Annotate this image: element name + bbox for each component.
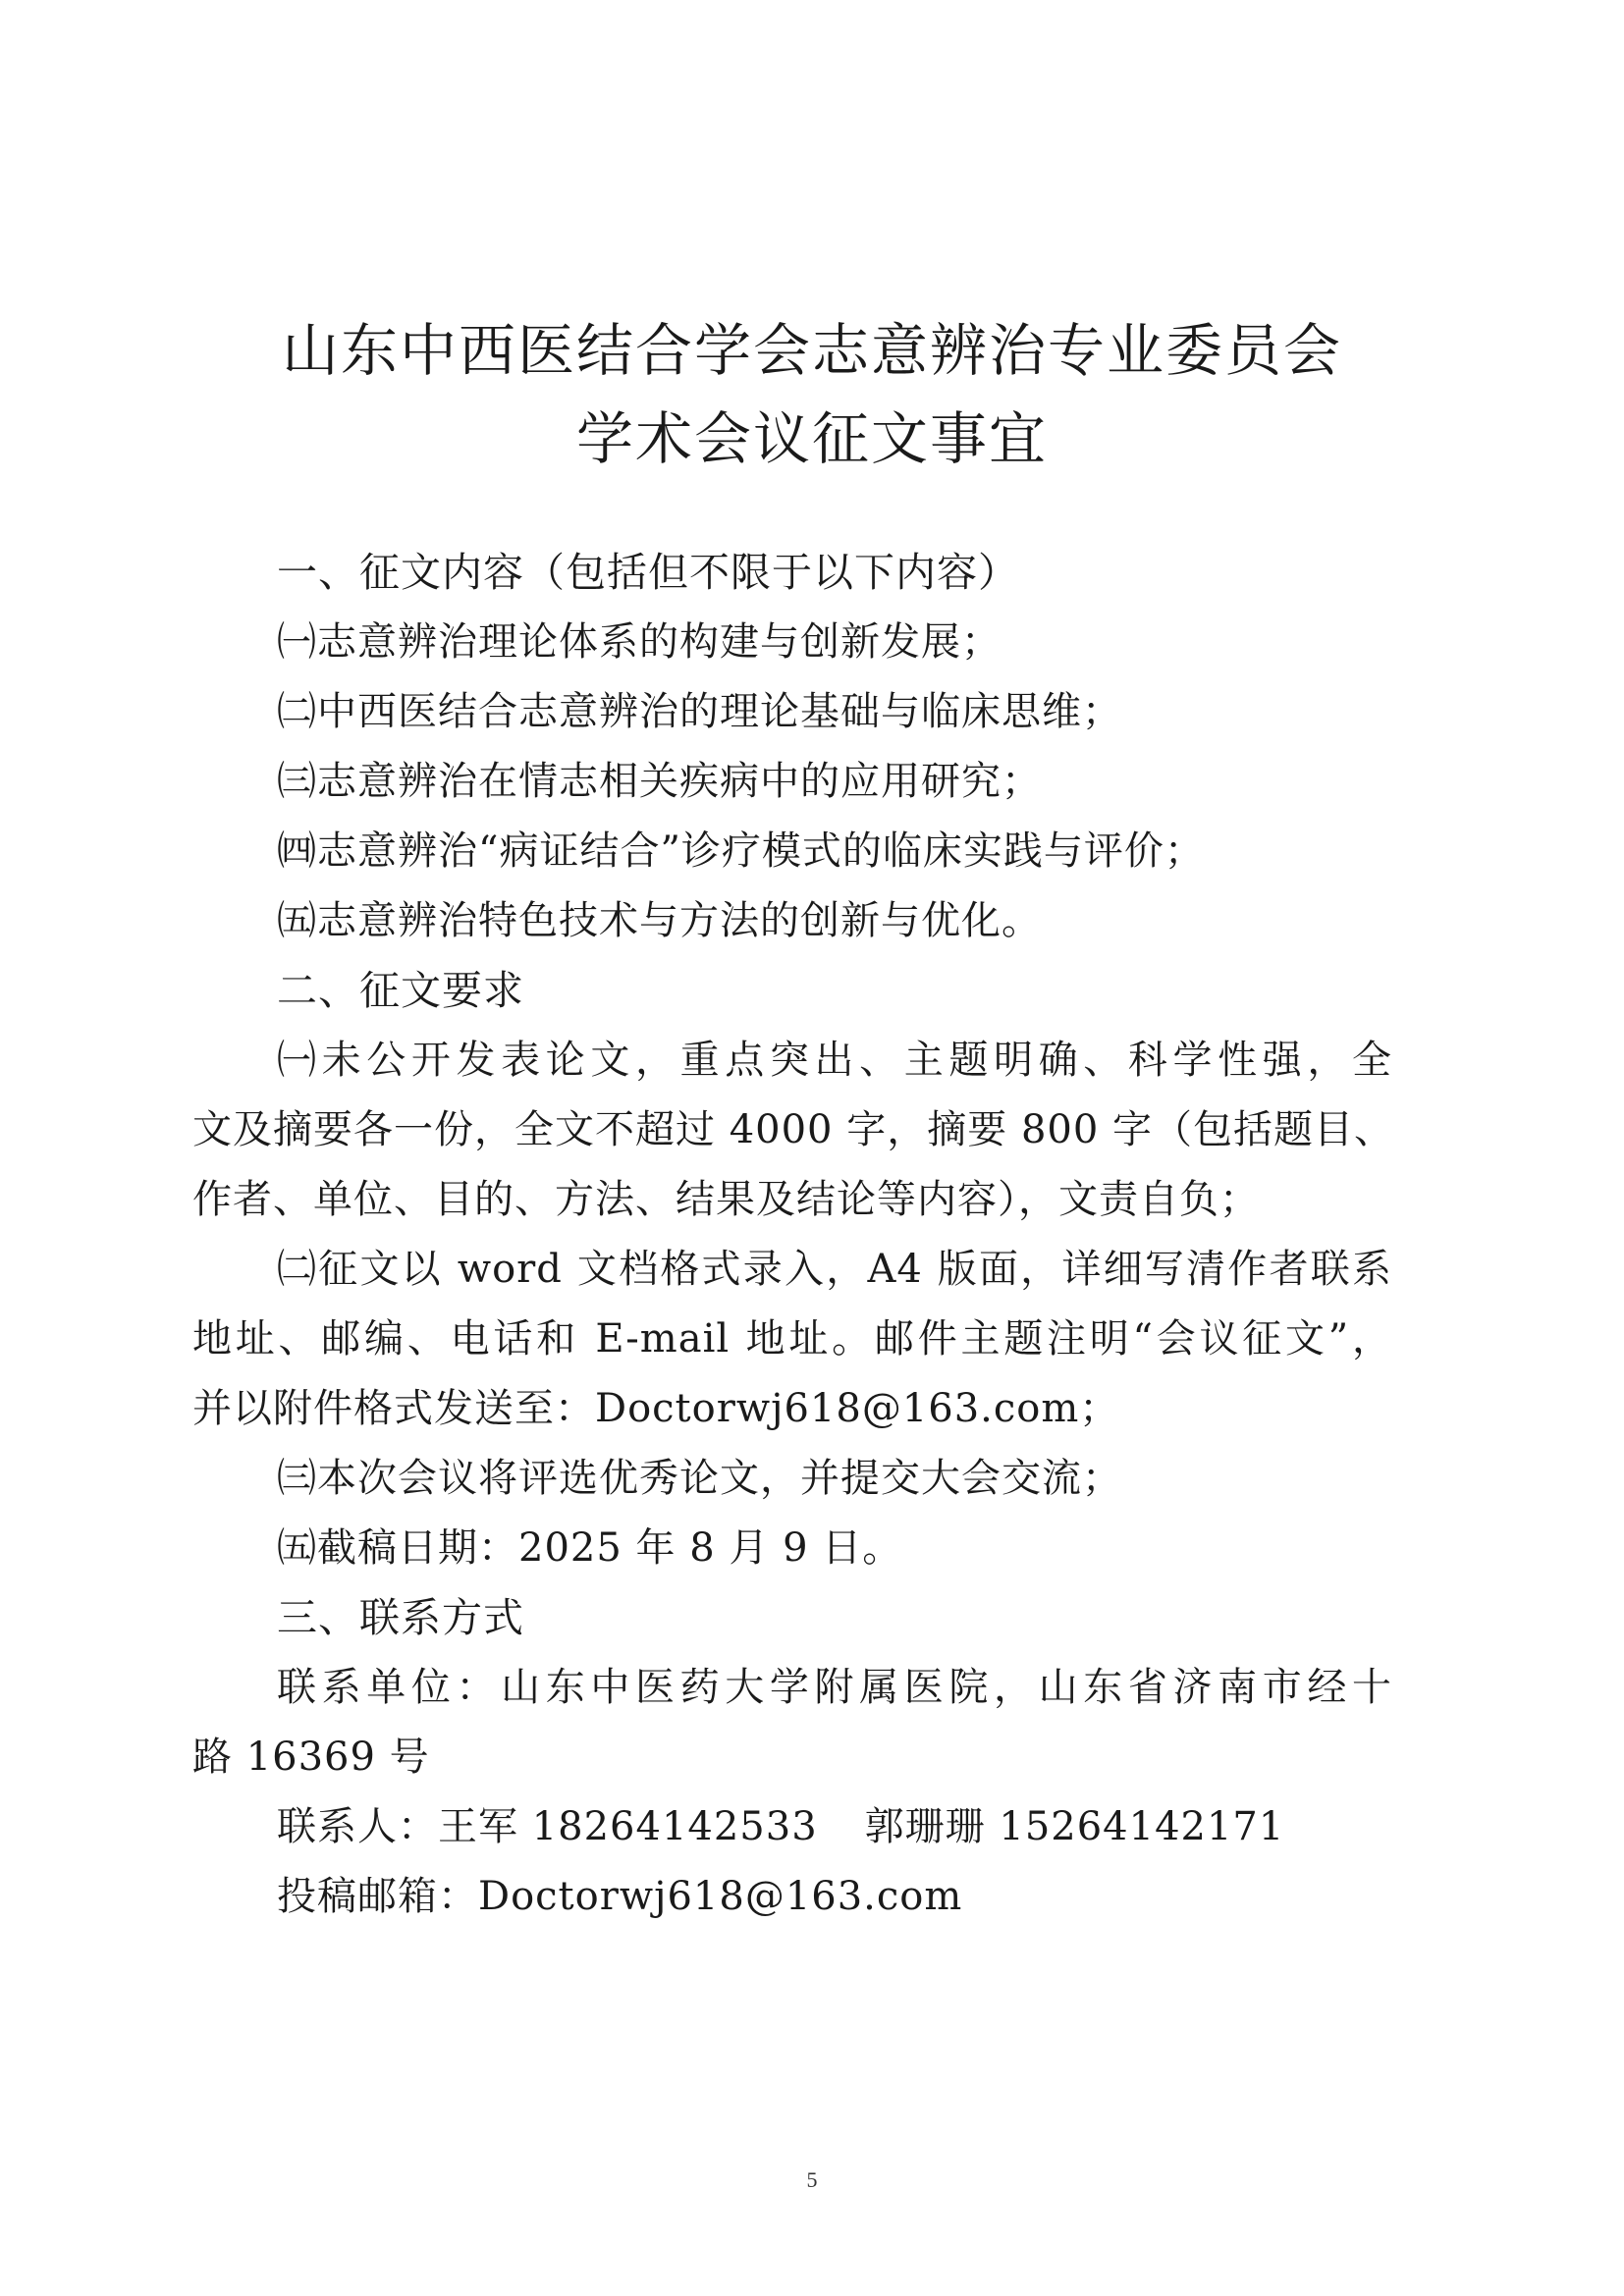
section2-item1-line-1: ㈠未公开发表论文，重点突出、主题明确、科学性强，全 (277, 1038, 1392, 1083)
contact-unit-line-1: 联系单位：山东中医药大学附属医院，山东省济南市经十 (277, 1665, 1392, 1710)
submission-email-line: 投稿邮箱：Doctorwj618@163.com (277, 1874, 963, 1919)
section2-item2-line-2: 地址、邮编、电话和 E-mail 地址。邮件主题注明“会议征文”， (192, 1316, 1392, 1362)
section2-item1-line-2: 文及摘要各一份，全文不超过 4000 字，摘要 800 字（包括题目、 (192, 1107, 1395, 1152)
section1-item-1: ㈠志意辨治理论体系的构建与创新发展； (277, 619, 1001, 665)
contact-unit-line-2: 路 16369 号 (192, 1735, 430, 1780)
section2-heading: 二、征文要求 (277, 967, 524, 1014)
section1-heading: 一、征文内容（包括但不限于以下内容） (277, 549, 1019, 596)
contact-person-2: 郭珊珊 15264142171 (864, 1804, 1285, 1849)
section1-item-5: ㈤志意辨治特色技术与方法的创新与优化。 (277, 898, 1042, 943)
section2-item-4: ㈤截稿日期：2025 年 8 月 9 日。 (277, 1525, 903, 1571)
section3-heading: 三、联系方式 (277, 1594, 524, 1641)
section2-item1-line-3: 作者、单位、目的、方法、结果及结论等内容），文责自负； (192, 1177, 1260, 1222)
section2-item-3: ㈢本次会议将评选优秀论文，并提交大会交流； (277, 1456, 1122, 1501)
document-title-line-1: 山东中西医结合学会志意辨治专业委员会 (281, 317, 1342, 384)
contact-person-1: 王军 18264142533 (438, 1804, 818, 1849)
section1-item-3: ㈢志意辨治在情志相关疾病中的应用研究； (277, 759, 1042, 804)
document-title-line-2: 学术会议征文事宜 (575, 405, 1048, 472)
section1-item-2: ㈡中西医结合志意辨治的理论基础与临床思维； (277, 689, 1122, 734)
page-number: 5 (806, 2167, 818, 2192)
section2-item2-line-3: 并以附件格式发送至：Doctorwj618@163.com； (192, 1386, 1120, 1431)
document-body (192, 538, 1395, 1932)
section1-item-4: ㈣志意辨治“病证结合”诊疗模式的临床实践与评价； (277, 828, 1205, 874)
contact-label: 联系人： (277, 1804, 438, 1849)
contact-persons-line (192, 1792, 1392, 1862)
section2-item2-line-1: ㈡征文以 word 文档格式录入，A4 版面，详细写清作者联系 (277, 1247, 1392, 1292)
